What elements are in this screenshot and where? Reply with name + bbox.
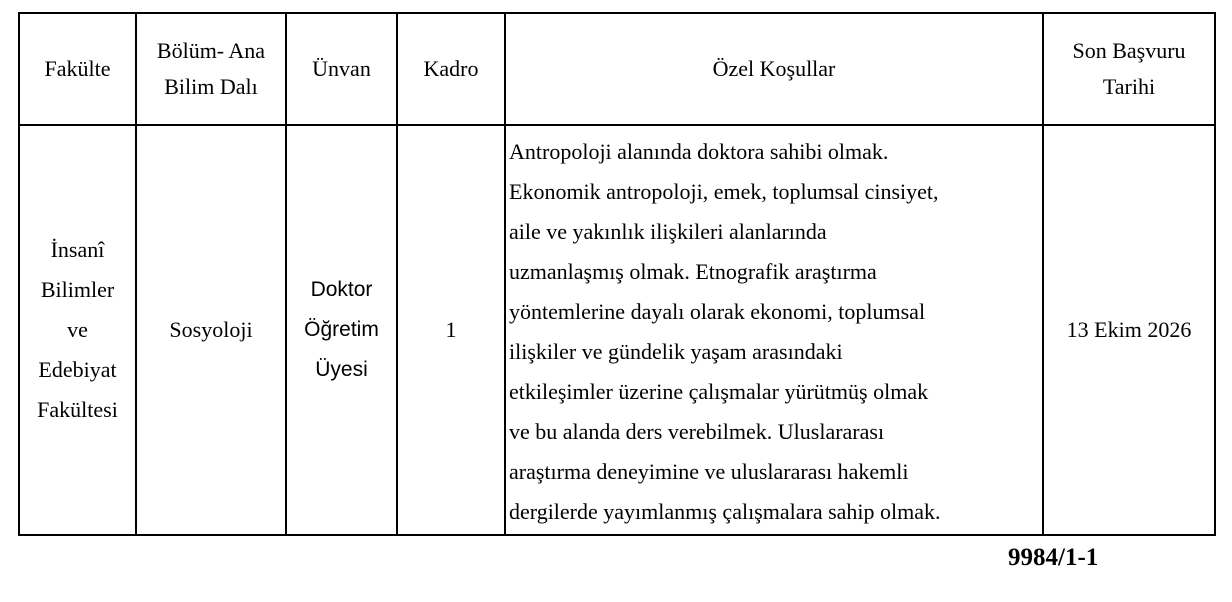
cell-son-basvuru: 13 Ekim 2026 [1043, 125, 1215, 535]
header-son-basvuru-line: Son Başvuru [1072, 38, 1186, 63]
cell-bolum: Sosyoloji [136, 125, 286, 535]
header-fakulte: Fakülte [19, 13, 136, 125]
reference-number: 9984/1-1 [1008, 544, 1099, 571]
fakulte-line: Edebiyat [38, 357, 117, 382]
cell-fakulte [19, 125, 136, 535]
condition-line: etkileşimler üzerine çalışmalar yürütmüş olmak [509, 379, 929, 404]
header-ozel-kosullar: Özel Koşullar [505, 13, 1043, 125]
condition-line: Ekonomik antropoloji, emek, toplumsal cinsiyet, [509, 179, 939, 204]
table-row [19, 125, 1215, 535]
announcement-table [18, 12, 1216, 536]
header-row [19, 13, 1215, 125]
header-son-basvuru-line: Tarihi [1102, 74, 1156, 99]
header-bolum-line: Bölüm- Ana [156, 38, 266, 63]
unvan-line: Öğretim [304, 318, 379, 341]
fakulte-line: İnsanî [50, 237, 105, 262]
fakulte-line: Fakültesi [37, 397, 118, 422]
header-bolum [136, 13, 286, 125]
unvan-line: Doktor [310, 278, 373, 301]
condition-line: uzmanlaşmış olmak. Etnografik araştırma [509, 259, 877, 284]
header-son-basvuru [1043, 13, 1215, 125]
header-unvan: Ünvan [286, 13, 397, 125]
condition-line: dergilerde yayımlanmış çalışmalara sahip olmak. [509, 499, 941, 524]
condition-line: ve bu alanda ders verebilmek. Uluslararası [509, 419, 885, 444]
condition-line: aile ve yakınlık ilişkileri alanlarında [509, 219, 827, 244]
cell-kadro: 1 [397, 125, 505, 535]
condition-line: araştırma deneyimine ve uluslararası hakemli [509, 459, 909, 484]
unvan-line: Üyesi [315, 358, 368, 381]
condition-line: Antropoloji alanında doktora sahibi olmak. [509, 139, 889, 164]
cell-ozel-kosullar [505, 125, 1043, 535]
fakulte-line: ve [67, 317, 88, 342]
condition-line: ilişkiler ve gündelik yaşam arasındaki [509, 339, 843, 364]
condition-line: yöntemlerine dayalı olarak ekonomi, toplumsal [509, 299, 926, 324]
header-kadro: Kadro [397, 13, 505, 125]
header-bolum-line: Bilim Dalı [164, 74, 258, 99]
cell-unvan [286, 125, 397, 535]
fakulte-line: Bilimler [40, 277, 115, 302]
